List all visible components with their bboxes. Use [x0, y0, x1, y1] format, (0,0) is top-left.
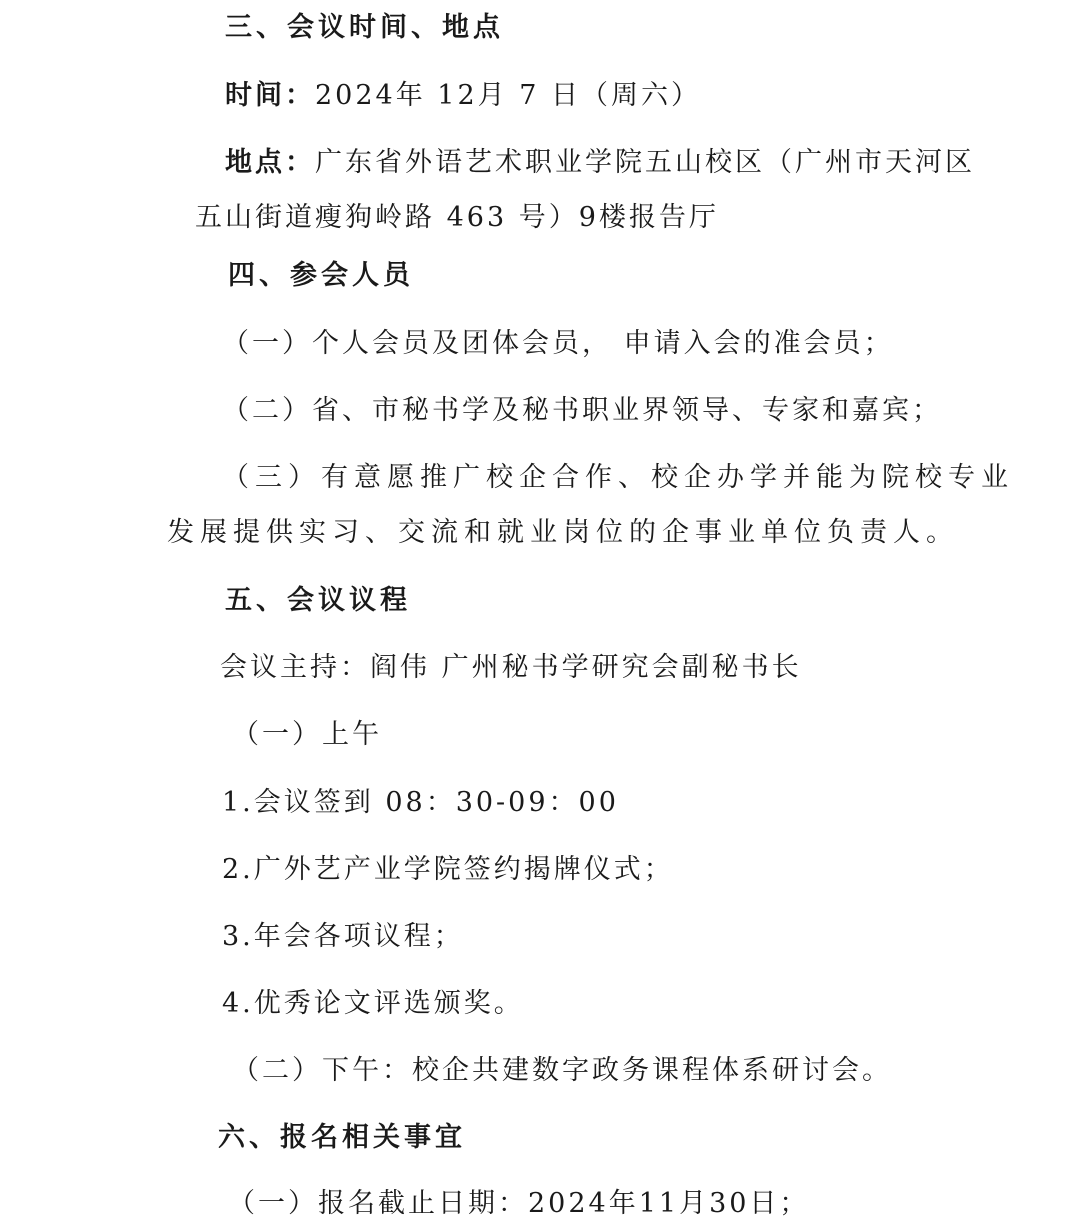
- attendee-item-1: （一）个人会员及团体会员， 申请入会的准会员；: [222, 328, 894, 359]
- attendee-item-3-line2: 发展提供实习、交流和就业岗位的企事业单位负责人。: [167, 517, 959, 548]
- section-4-heading: 四、参会人员: [228, 260, 414, 291]
- meeting-host: 会议主持：阎伟 广州秘书学研究会副秘书长: [220, 652, 802, 683]
- place-value-line1: 广东省外语艺术职业学院五山校区（广州市天河区: [315, 147, 975, 178]
- attendee-item-2: （二）省、市秘书学及秘书职业界领导、专家和嘉宾；: [222, 395, 942, 426]
- agenda-step-2: 2.广外艺产业学院签约揭牌仪式；: [222, 854, 674, 885]
- section-6-heading: 六、报名相关事宜: [218, 1122, 466, 1153]
- agenda-morning: （一）上午: [232, 719, 382, 750]
- meeting-place-line1: [225, 145, 975, 181]
- time-label: 时间：: [225, 80, 315, 111]
- section-5-heading: 五、会议议程: [225, 585, 411, 616]
- agenda-step-4: 4.优秀论文评选颁奖。: [222, 988, 524, 1019]
- attendee-item-3-line1: （三）有意愿推广校企合作、校企办学并能为院校专业: [222, 462, 1014, 493]
- agenda-step-3: 3.年会各项议程；: [222, 921, 464, 952]
- registration-deadline: （一）报名截止日期：2024年11月30日；: [228, 1188, 810, 1219]
- time-value: 2024年 12月 7 日（周六）: [315, 80, 701, 111]
- section-3-heading: 三、会议时间、地点: [225, 12, 504, 43]
- agenda-afternoon: （二）下午：校企共建数字政务课程体系研讨会。: [232, 1055, 892, 1086]
- agenda-step-1: 1.会议签到 08：30-09：00: [222, 787, 619, 818]
- place-label: 地点：: [225, 147, 315, 178]
- place-value-line2: 五山街道瘦狗岭路 463 号）9楼报告厅: [195, 202, 719, 233]
- meeting-time: [225, 78, 701, 114]
